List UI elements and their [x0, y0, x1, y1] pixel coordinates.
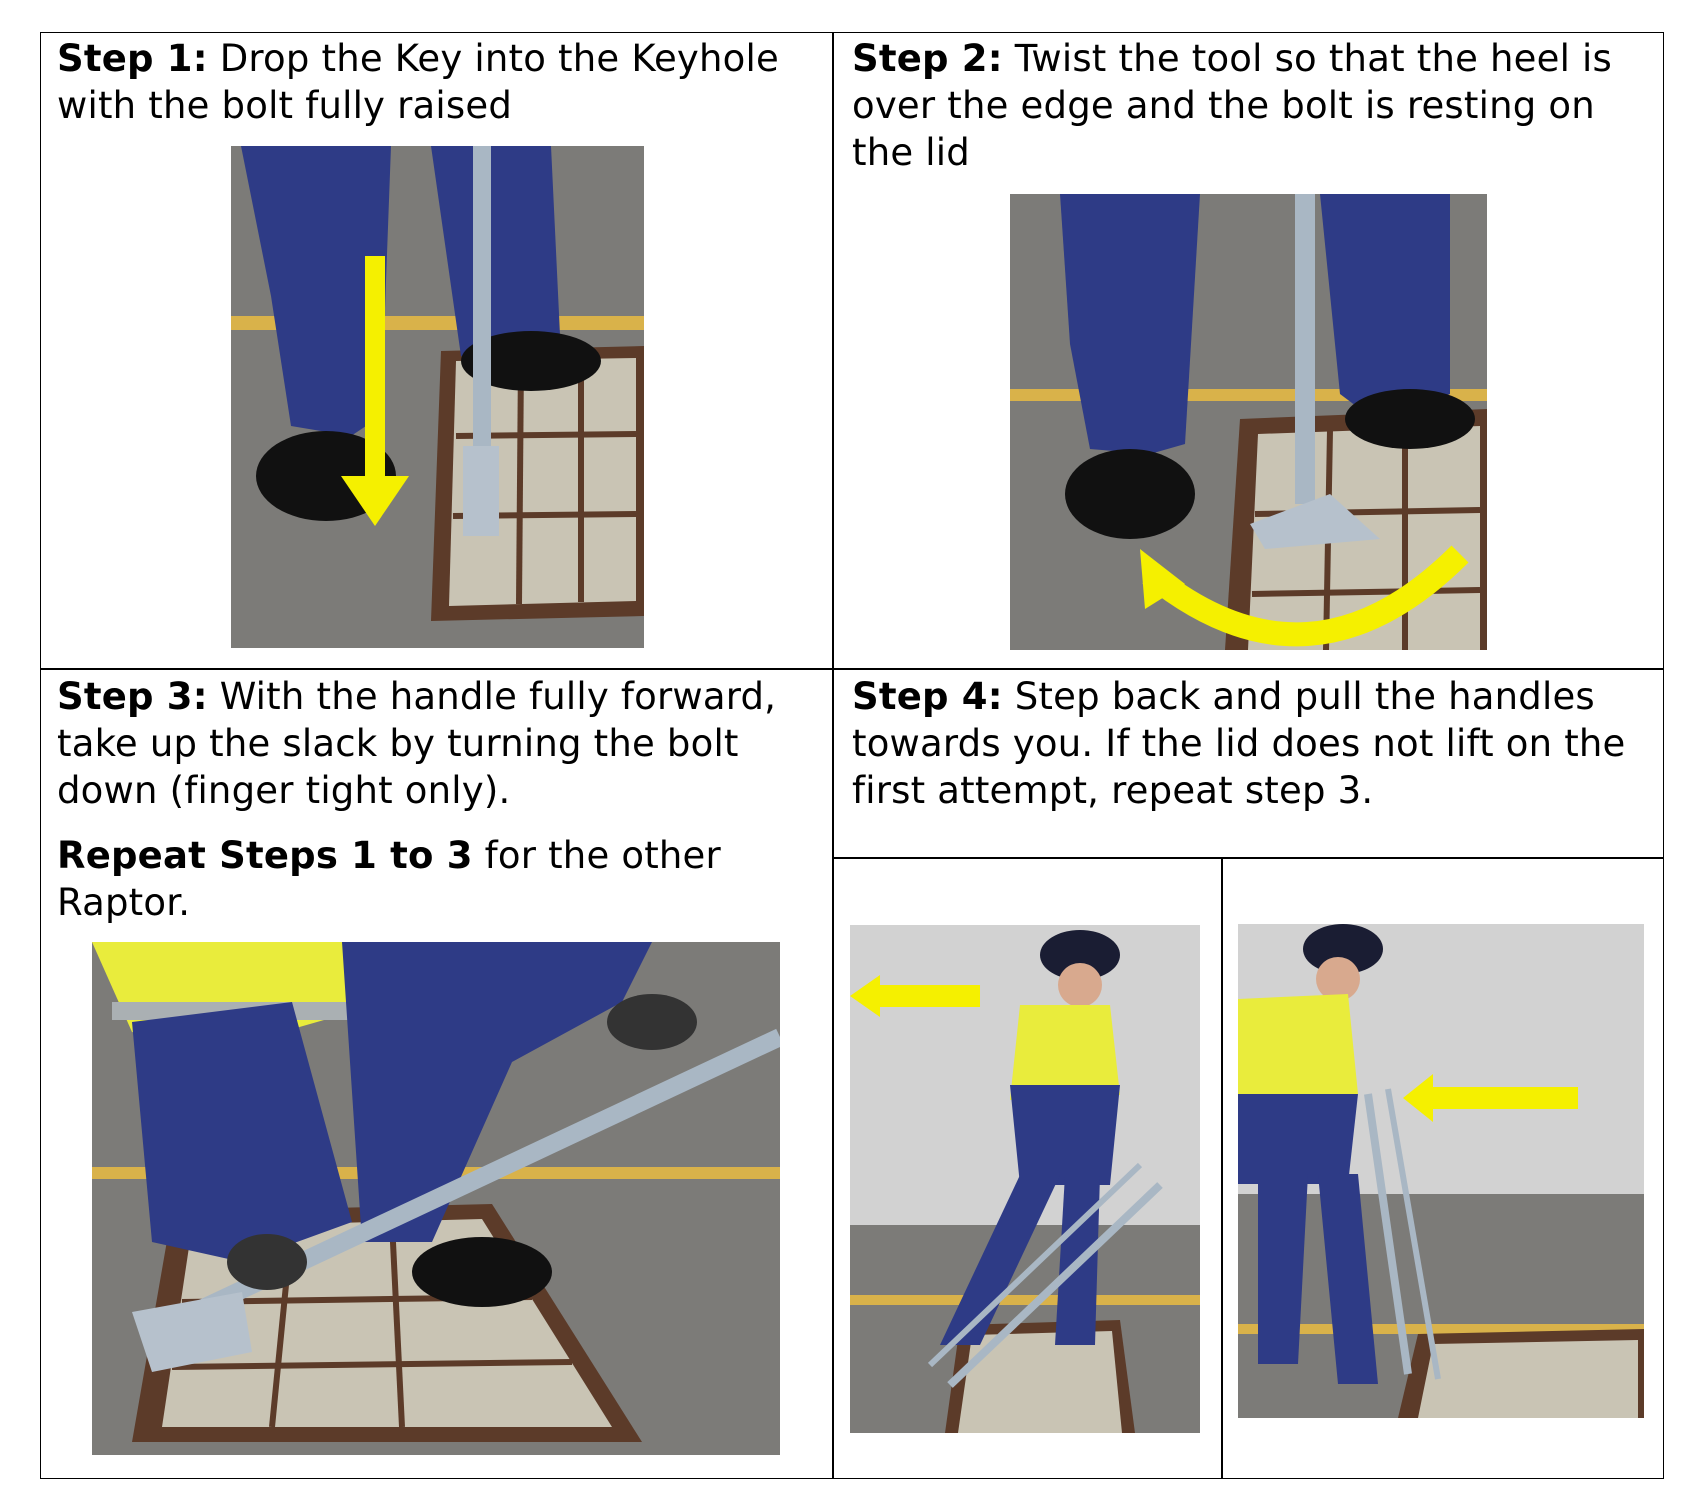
step1-photo: [231, 146, 644, 648]
step4-text: [852, 673, 1652, 814]
table-divider-vertical: [832, 32, 834, 1479]
repeat-note-description: for the other Raptor.: [57, 834, 721, 924]
step4-divider-vertical: [1221, 857, 1223, 1479]
step4-divider-horizontal: [832, 857, 1664, 859]
step4-photo-right: [1238, 924, 1644, 1418]
step3-description: With the handle fully forward, take up the slack by turning the bolt down (finger tight only).: [57, 675, 777, 812]
step1-text: [57, 35, 827, 129]
step1-label: Step 1:: [57, 37, 208, 80]
repeat-note: [57, 832, 777, 926]
step4-description: Step back and pull the handles towards you. If the lid does not lift on the first attempt, repeat step 3.: [852, 675, 1626, 812]
repeat-note-label: Repeat Steps 1 to 3: [57, 834, 473, 877]
step2-description: Twist the tool so that the heel is over the edge and the bolt is resting on the lid: [852, 37, 1613, 174]
step2-text: [852, 35, 1652, 176]
step2-label: Step 2:: [852, 37, 1003, 80]
step1-description: Drop the Key into the Keyhole with the bolt fully raised: [57, 37, 779, 127]
step3-label: Step 3:: [57, 675, 208, 718]
step4-photo-left: [850, 925, 1200, 1433]
table-divider-horizontal: [40, 668, 1664, 670]
step4-label: Step 4:: [852, 675, 1003, 718]
step3-photo: [92, 942, 780, 1455]
step2-photo: [1010, 194, 1487, 650]
step3-text: [57, 673, 827, 814]
